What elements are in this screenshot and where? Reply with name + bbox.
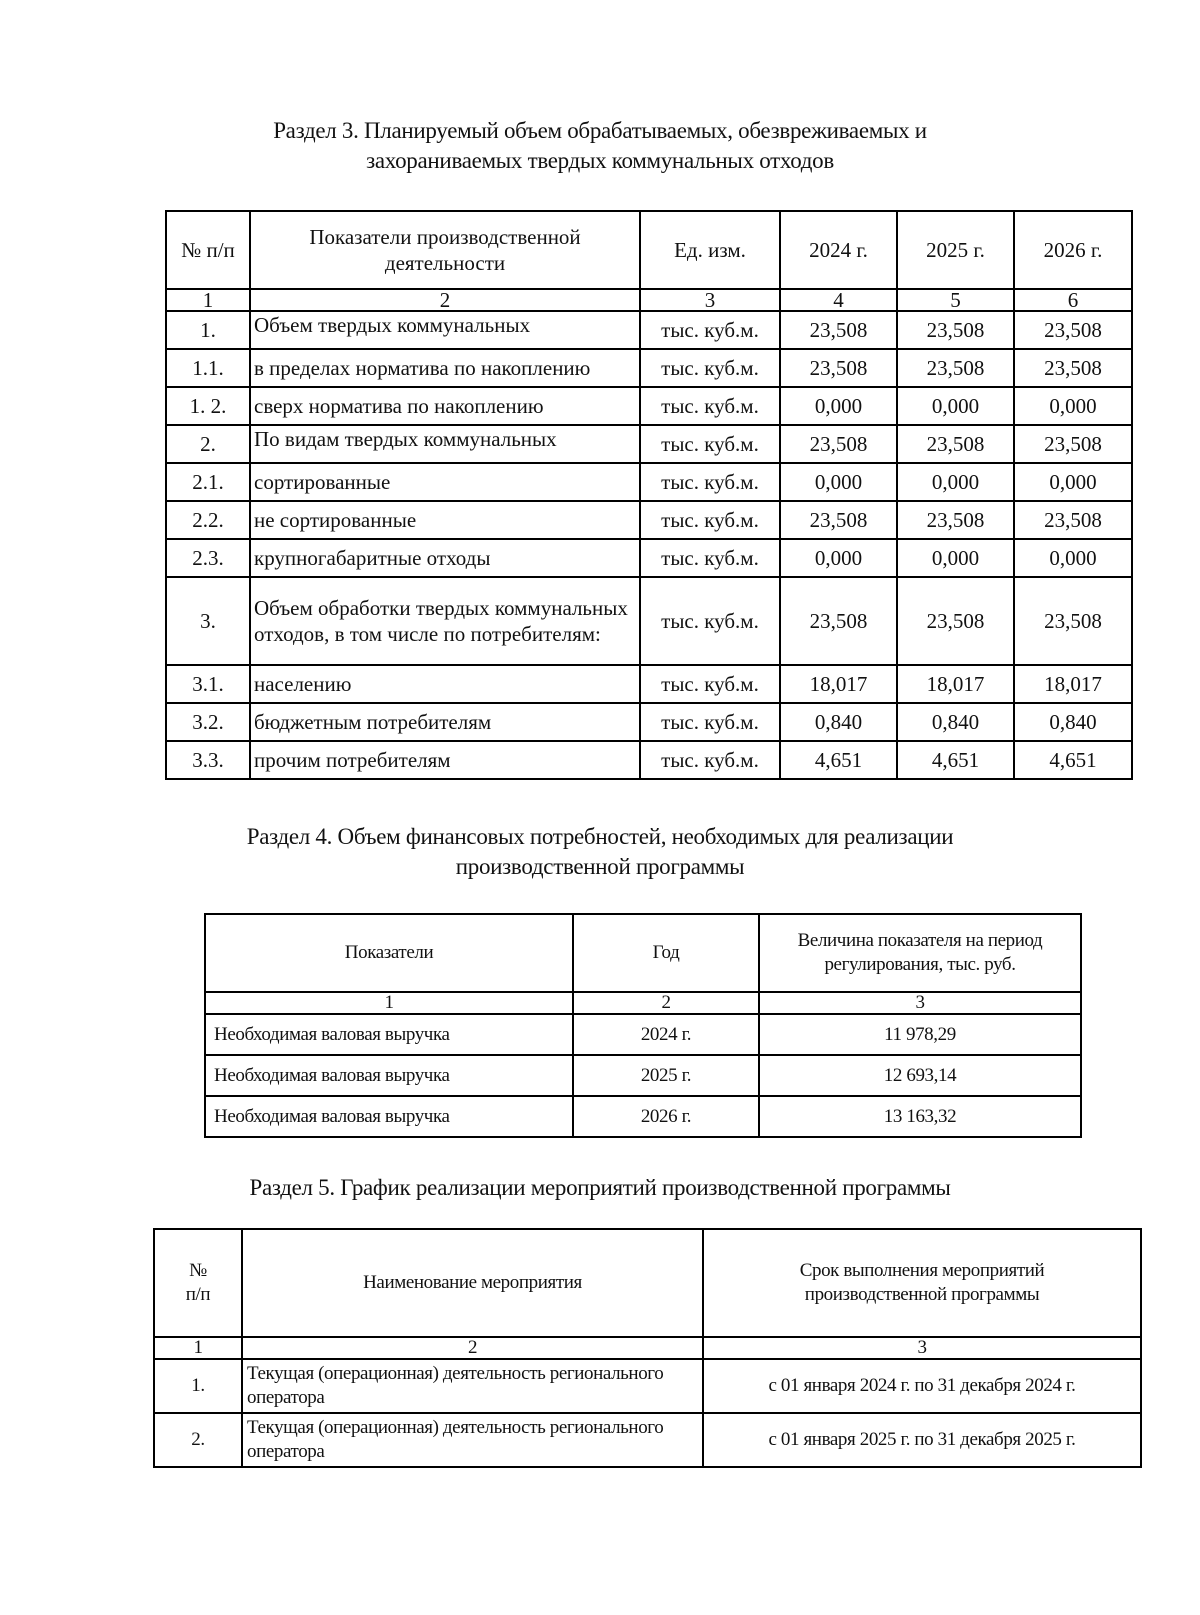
row-unit: тыс. куб.м. xyxy=(640,387,780,425)
row-num: 3. xyxy=(166,577,250,665)
row-num: 2. xyxy=(166,425,250,463)
column-number: 6 xyxy=(1014,289,1132,311)
row-value-2024: 0,000 xyxy=(780,463,897,501)
row-value-2026: 0,000 xyxy=(1014,387,1132,425)
column-number-row xyxy=(166,289,1132,311)
table-row xyxy=(205,1096,1081,1137)
header-value: Величина показателя на период регулирования, тыс. руб. xyxy=(759,914,1081,992)
table-row xyxy=(166,425,1132,463)
table-row xyxy=(166,311,1132,349)
row-value-2024: 0,840 xyxy=(780,703,897,741)
row-term: с 01 января 2025 г. по 31 декабря 2025 г. xyxy=(703,1413,1141,1467)
column-number: 3 xyxy=(703,1337,1141,1359)
row-value-2024: 23,508 xyxy=(780,577,897,665)
row-name: сверх норматива по накоплению xyxy=(250,387,640,425)
row-term: с 01 января 2024 г. по 31 декабря 2024 г. xyxy=(703,1359,1141,1413)
row-num: 2. xyxy=(154,1413,242,1467)
table-row xyxy=(166,349,1132,387)
row-num: 2.2. xyxy=(166,501,250,539)
row-value-2024: 18,017 xyxy=(780,665,897,703)
row-year: 2024 г. xyxy=(573,1014,759,1055)
column-number: 2 xyxy=(250,289,640,311)
header-num: № п/п xyxy=(166,211,250,289)
row-name: Необходимая валовая выручка xyxy=(205,1096,573,1137)
header-2026: 2026 г. xyxy=(1014,211,1132,289)
column-number: 2 xyxy=(242,1337,703,1359)
row-name: в пределах норматива по накоплению xyxy=(250,349,640,387)
row-name: бюджетным потребителям xyxy=(250,703,640,741)
section4-title xyxy=(0,822,1200,882)
row-value-2025: 0,000 xyxy=(897,463,1014,501)
row-value-2025: 18,017 xyxy=(897,665,1014,703)
row-value-2024: 0,000 xyxy=(780,539,897,577)
row-name: крупногабаритные отходы xyxy=(250,539,640,577)
row-value: 11 978,29 xyxy=(759,1014,1081,1055)
row-value-2026: 0,000 xyxy=(1014,539,1132,577)
row-num: 1. xyxy=(166,311,250,349)
row-value-2026: 23,508 xyxy=(1014,425,1132,463)
table-row xyxy=(154,1359,1141,1413)
column-number-row xyxy=(154,1337,1141,1359)
header-num: № п/п xyxy=(154,1229,242,1337)
row-value-2026: 23,508 xyxy=(1014,311,1132,349)
row-num: 3.2. xyxy=(166,703,250,741)
row-value-2026: 0,840 xyxy=(1014,703,1132,741)
row-value-2025: 0,840 xyxy=(897,703,1014,741)
row-value-2025: 23,508 xyxy=(897,311,1014,349)
table-row xyxy=(166,463,1132,501)
row-value-2026: 23,508 xyxy=(1014,501,1132,539)
row-name: Необходимая валовая выручка xyxy=(205,1014,573,1055)
column-number: 3 xyxy=(759,992,1081,1014)
table-row xyxy=(166,501,1132,539)
row-name: Объем твердых коммунальных xyxy=(250,311,640,349)
section3-table xyxy=(165,210,1133,780)
row-name: сортированные xyxy=(250,463,640,501)
row-value-2026: 0,000 xyxy=(1014,463,1132,501)
table-row xyxy=(205,1055,1081,1096)
row-value-2026: 4,651 xyxy=(1014,741,1132,779)
table-header-row xyxy=(154,1229,1141,1337)
row-unit: тыс. куб.м. xyxy=(640,741,780,779)
table-row xyxy=(166,665,1132,703)
section5-table xyxy=(153,1228,1142,1468)
row-value-2025: 23,508 xyxy=(897,577,1014,665)
row-num: 2.3. xyxy=(166,539,250,577)
section4-title-line1: Раздел 4. Объем финансовых потребностей, необходимых для реализации xyxy=(246,824,954,849)
column-number: 5 xyxy=(897,289,1014,311)
section5-title xyxy=(0,1173,1200,1203)
section3-title xyxy=(0,116,1200,176)
row-value-2026: 23,508 xyxy=(1014,577,1132,665)
row-value-2025: 0,000 xyxy=(897,539,1014,577)
row-name: Необходимая валовая выручка xyxy=(205,1055,573,1096)
row-value-2025: 4,651 xyxy=(897,741,1014,779)
row-value-2024: 0,000 xyxy=(780,387,897,425)
section5-title-line1: Раздел 5. График реализации мероприятий производственной программы xyxy=(249,1175,951,1200)
row-value-2025: 0,000 xyxy=(897,387,1014,425)
row-unit: тыс. куб.м. xyxy=(640,703,780,741)
table-row xyxy=(154,1413,1141,1467)
header-name: Наименование мероприятия xyxy=(242,1229,703,1337)
row-value-2026: 18,017 xyxy=(1014,665,1132,703)
header-unit: Ед. изм. xyxy=(640,211,780,289)
row-value-2025: 23,508 xyxy=(897,349,1014,387)
row-value: 13 163,32 xyxy=(759,1096,1081,1137)
table-row xyxy=(166,703,1132,741)
row-name: Текущая (операционная) деятельность регионального оператора xyxy=(242,1359,703,1413)
row-value-2025: 23,508 xyxy=(897,425,1014,463)
row-value-2026: 23,508 xyxy=(1014,349,1132,387)
header-indicator: Показатели производственной деятельности xyxy=(250,211,640,289)
row-name: По видам твердых коммунальных xyxy=(250,425,640,463)
row-value-2024: 23,508 xyxy=(780,501,897,539)
row-num: 3.1. xyxy=(166,665,250,703)
row-unit: тыс. куб.м. xyxy=(640,539,780,577)
column-number: 2 xyxy=(573,992,759,1014)
column-number: 3 xyxy=(640,289,780,311)
row-num: 1.1. xyxy=(166,349,250,387)
header-2024: 2024 г. xyxy=(780,211,897,289)
row-unit: тыс. куб.м. xyxy=(640,577,780,665)
row-value: 12 693,14 xyxy=(759,1055,1081,1096)
row-num: 1. xyxy=(154,1359,242,1413)
row-name: населению xyxy=(250,665,640,703)
table-row xyxy=(166,577,1132,665)
section4-title-line2: производственной программы xyxy=(455,854,745,879)
row-year: 2025 г. xyxy=(573,1055,759,1096)
row-unit: тыс. куб.м. xyxy=(640,463,780,501)
column-number: 1 xyxy=(166,289,250,311)
column-number: 1 xyxy=(154,1337,242,1359)
table-row xyxy=(166,539,1132,577)
row-value-2024: 23,508 xyxy=(780,349,897,387)
row-num: 3.3. xyxy=(166,741,250,779)
table-row xyxy=(166,741,1132,779)
row-value-2024: 4,651 xyxy=(780,741,897,779)
table-row xyxy=(166,387,1132,425)
row-unit: тыс. куб.м. xyxy=(640,311,780,349)
row-num: 1. 2. xyxy=(166,387,250,425)
table-row xyxy=(205,1014,1081,1055)
table-header-row xyxy=(205,914,1081,992)
row-year: 2026 г. xyxy=(573,1096,759,1137)
header-year: Год xyxy=(573,914,759,992)
header-term: Срок выполнения мероприятий производственной программы xyxy=(703,1229,1141,1337)
row-value-2025: 23,508 xyxy=(897,501,1014,539)
row-unit: тыс. куб.м. xyxy=(640,665,780,703)
row-name: Объем обработки твердых коммунальных отходов, в том числе по потребителям: xyxy=(250,577,640,665)
row-unit: тыс. куб.м. xyxy=(640,349,780,387)
header-2025: 2025 г. xyxy=(897,211,1014,289)
row-name: прочим потребителям xyxy=(250,741,640,779)
row-num: 2.1. xyxy=(166,463,250,501)
section4-table xyxy=(204,913,1082,1138)
row-name: не сортированные xyxy=(250,501,640,539)
table-header-row xyxy=(166,211,1132,289)
section3-title-line1: Раздел 3. Планируемый объем обрабатываемых, обезвреживаемых и xyxy=(273,118,927,143)
header-indicator: Показатели xyxy=(205,914,573,992)
column-number-row xyxy=(205,992,1081,1014)
column-number: 1 xyxy=(205,992,573,1014)
row-unit: тыс. куб.м. xyxy=(640,501,780,539)
row-value-2024: 23,508 xyxy=(780,425,897,463)
section3-title-line2: захораниваемых твердых коммунальных отходов xyxy=(366,148,834,173)
row-value-2024: 23,508 xyxy=(780,311,897,349)
row-unit: тыс. куб.м. xyxy=(640,425,780,463)
row-name: Текущая (операционная) деятельность регионального оператора xyxy=(242,1413,703,1467)
column-number: 4 xyxy=(780,289,897,311)
